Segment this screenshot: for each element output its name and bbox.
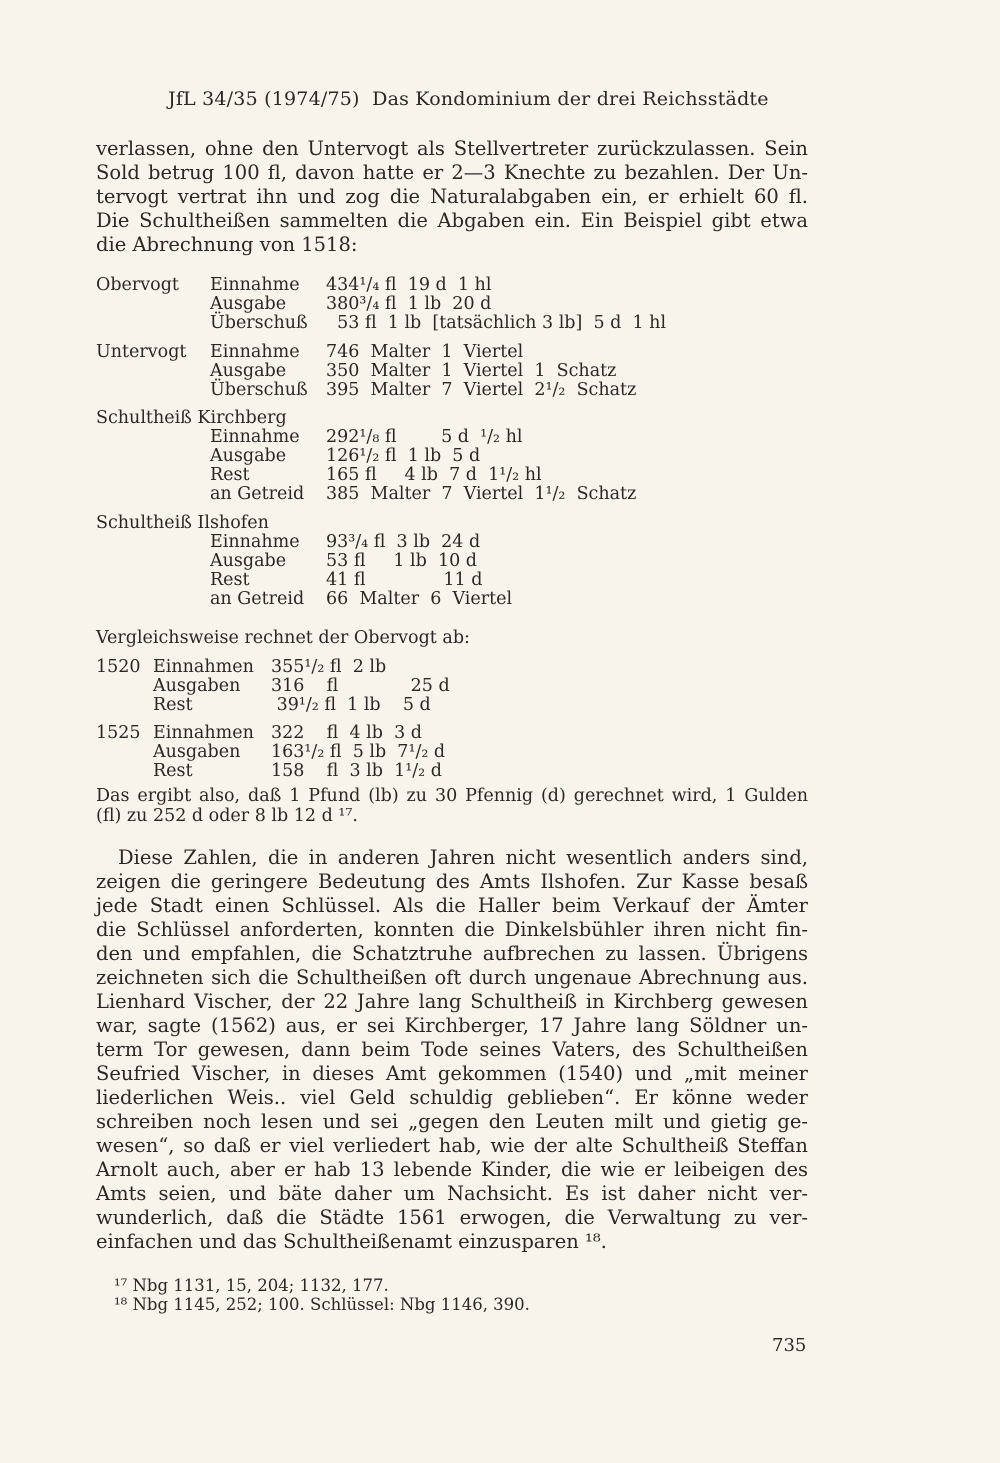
row-label: Überschuß	[210, 380, 308, 400]
text-line: zeichneten sich die Schultheißen oft durch ungenaue Abrechnung aus.	[96, 966, 808, 989]
row-value: 158 fl 3 lb 1¹/₂ d	[271, 761, 442, 781]
row-label: Rest	[210, 465, 250, 485]
row-value: 746 Malter 1 Viertel	[326, 342, 524, 362]
footnote-17: ¹⁷ Nbg 1131, 15, 204; 1132, 177.	[114, 1276, 389, 1295]
text-line: liederlichen Weis.. viel Geld schuldig geblieben“. Er könne weder	[96, 1086, 808, 1109]
row-value: 395 Malter 7 Viertel 2¹/₂ Schatz	[326, 380, 637, 400]
text-line: den und empfahlen, die Schatztruhe aufbrechen zu lassen. Übrigens	[96, 942, 808, 965]
row-value: 165 fl 4 lb 7 d 1¹/₂ hl	[326, 465, 542, 485]
row-label: Ausgabe	[210, 446, 287, 466]
row-label: Einnahme	[210, 427, 300, 447]
text-line: die Schlüssel anforderten, konnten die Dinkelsbühler ihren nicht fin-	[96, 918, 808, 941]
row-role: Obervogt	[96, 275, 179, 295]
row-value: 355¹/₂ fl 2 lb	[271, 657, 387, 677]
row-label: Einnahme	[210, 532, 300, 552]
text-line: einfachen und das Schultheißenamt einzusparen ¹⁸.	[96, 1230, 607, 1253]
row-value: 41 fl 11 d	[326, 570, 483, 590]
row-value: 350 Malter 1 Viertel 1 Schatz	[326, 361, 617, 381]
row-label: an Getreid	[210, 484, 305, 504]
row-label: Ausgaben	[153, 742, 241, 762]
row-role: Untervogt	[96, 342, 187, 362]
row-value: 316 fl 25 d	[271, 676, 450, 696]
comparison-intro: Vergleichsweise rechnet der Obervogt ab:	[96, 628, 470, 648]
row-value: 434¹/₄ fl 19 d 1 hl	[326, 275, 492, 295]
text-line: Das ergibt also, daß 1 Pfund (lb) zu 30 Pfennig (d) gerechnet wird, 1 Gulden	[96, 786, 808, 806]
text-line: war, sagte (1562) aus, er sei Kirchberger, 17 Jahre lang Söldner un-	[96, 1014, 808, 1037]
text-line: Amts seien, und bäte daher um Nachsicht. Es ist daher nicht ver-	[96, 1182, 808, 1205]
row-year: 1520	[96, 657, 141, 677]
page-number: 735	[772, 1335, 807, 1356]
row-label: Ausgabe	[210, 361, 287, 381]
row-role: Schultheiß Kirchberg	[96, 408, 287, 428]
footnotes	[114, 1276, 530, 1314]
text-line: term Tor gewesen, dann beim Tode seines Vaters, des Schultheißen	[96, 1038, 808, 1061]
row-label: Einnahme	[210, 275, 300, 295]
row-label: Einnahme	[210, 342, 300, 362]
text-line: Seufried Vischer, in dieses Amt gekommen (1540) und „mit meiner	[96, 1062, 808, 1085]
row-label: Rest	[210, 570, 250, 590]
row-label: Ausgaben	[153, 676, 241, 696]
row-value: 39¹/₂ fl 1 lb 5 d	[271, 695, 431, 715]
running-title: Das Kondominium der drei Reichsstädte	[372, 88, 769, 110]
text-line: wesen“, so daß er viel verliedert hab, wie der alte Schultheiß Steffan	[96, 1134, 808, 1157]
row-label: Einnahmen	[153, 723, 254, 743]
text-line: Diese Zahlen, die in anderen Jahren nicht wesentlich anders sind,	[118, 846, 808, 869]
text-line: wunderlich, daß die Städte 1561 erwogen, die Verwaltung zu ver-	[96, 1206, 808, 1229]
row-value: 292¹/₈ fl 5 d ¹/₂ hl	[326, 427, 523, 447]
row-label: Rest	[153, 761, 193, 781]
text-line: Arnolt auch, aber er hab 13 lebende Kinder, die wie er leibeigen des	[96, 1158, 808, 1181]
text-line: Sold betrug 100 fl, davon hatte er 2—3 Knechte zu bezahlen. Der Un-	[96, 161, 808, 184]
journal-reference: JfL 34/35 (1974/75)	[168, 88, 360, 110]
text-line: schreiben noch lesen und sei „gegen den Leuten milt und gietig ge-	[96, 1110, 808, 1133]
row-value: 163¹/₂ fl 5 lb 7¹/₂ d	[271, 742, 446, 762]
paragraph-2	[96, 846, 808, 1254]
row-value: 66 Malter 6 Viertel	[326, 589, 513, 609]
running-header	[168, 88, 769, 110]
text-line: tervogt vertrat ihn und zog die Naturalabgaben ein, er erhielt 60 fl.	[96, 185, 808, 208]
row-label: an Getreid	[210, 589, 305, 609]
row-label: Ausgabe	[210, 551, 287, 571]
conversion-note	[96, 786, 808, 826]
row-value: 380³/₄ fl 1 lb 20 d	[326, 294, 492, 314]
text-line: jede Stadt einen Schlüssel. Als die Haller beim Verkauf der Ämter	[96, 894, 808, 917]
text-line: verlassen, ohne den Untervogt als Stellvertreter zurückzulassen. Sein	[96, 137, 808, 160]
row-label: Rest	[153, 695, 193, 715]
row-label: Überschuß	[210, 313, 308, 333]
row-value: 322 fl 4 lb 3 d	[271, 723, 422, 743]
row-label: Ausgabe	[210, 294, 287, 314]
paragraph-1	[96, 137, 808, 257]
text-line: Die Schultheißen sammelten die Abgaben ein. Ein Beispiel gibt etwa	[96, 209, 808, 232]
row-value: 53 fl 1 lb [tatsächlich 3 lb] 5 d 1 hl	[326, 313, 667, 333]
text-line: die Abrechnung von 1518:	[96, 233, 358, 256]
row-year: 1525	[96, 723, 141, 743]
row-value: 385 Malter 7 Viertel 1¹/₂ Schatz	[326, 484, 637, 504]
row-value: 126¹/₂ fl 1 lb 5 d	[326, 446, 481, 466]
text-line: Lienhard Vischer, der 22 Jahre lang Schultheiß in Kirchberg gewesen	[96, 990, 808, 1013]
row-value: 93³/₄ fl 3 lb 24 d	[326, 532, 481, 552]
footnote-18: ¹⁸ Nbg 1145, 252; 100. Schlüssel: Nbg 1146, 390.	[114, 1295, 530, 1314]
row-role: Schultheiß Ilshofen	[96, 513, 269, 533]
row-label: Einnahmen	[153, 657, 254, 677]
row-value: 53 fl 1 lb 10 d	[326, 551, 477, 571]
text-line: zeigen die geringere Bedeutung des Amts Ilshofen. Zur Kasse besaß	[96, 870, 808, 893]
text-line: (fl) zu 252 d oder 8 lb 12 d ¹⁷.	[96, 806, 358, 826]
